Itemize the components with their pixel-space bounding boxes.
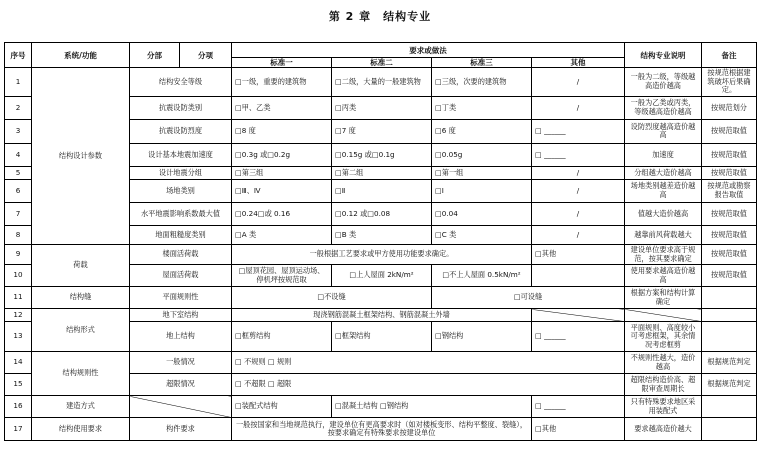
header-other: 其他: [532, 58, 625, 68]
part-label: 平面规则性: [130, 287, 232, 309]
desc-text: 分组越大造价越高: [625, 166, 702, 179]
std23-option: □混凝土结构 □钢结构: [332, 396, 532, 418]
header-part: 分部: [130, 43, 180, 68]
group-load: 荷载: [32, 244, 130, 286]
std1-option: □屋顶花园、屋顶运动场、停机坪按规范取: [232, 265, 332, 287]
note-text: 按规范取值: [702, 166, 757, 179]
limit-option: □ 不超限 □ 超限: [232, 374, 625, 396]
desc-text: 越靠前风荷载越大: [625, 225, 702, 244]
note-text: 按规范或勘察报告取值: [702, 179, 757, 202]
note-text: 按规范取值: [702, 202, 757, 225]
row-number: 6: [5, 179, 32, 202]
other-option: /: [532, 96, 625, 119]
header-item: 分项: [180, 43, 232, 68]
std3-option: □0.05g: [432, 143, 532, 166]
row-number: 16: [5, 396, 32, 418]
table-row: [5, 244, 757, 264]
other-option: □ ______: [532, 119, 625, 143]
note-text: 根据规范判定: [702, 352, 757, 374]
other-option: □ ______: [532, 322, 625, 352]
other-option: □其他: [532, 418, 625, 441]
std2-option: □7 度: [332, 119, 432, 143]
desc-text: 根据方案和结构计算确定: [625, 287, 702, 309]
note-text: 根据规范判定: [702, 374, 757, 396]
part-label: 设计基本地震加速度: [130, 143, 232, 166]
row-number: 5: [5, 166, 32, 179]
std1-option: □0.24□或 0.16: [232, 202, 332, 225]
table-row: [5, 418, 757, 441]
desc-text: 使用要求越高造价越高: [625, 265, 702, 287]
group-build: 建造方式: [32, 396, 130, 418]
other-option: □其他: [532, 244, 625, 264]
std3-option: □三级，次要的建筑物: [432, 68, 532, 97]
table-row: [5, 352, 757, 374]
desc-text: 一般为乙类或丙类，等级越高造价越高: [625, 96, 702, 119]
std2-option: □第二组: [332, 166, 432, 179]
spec-table: [4, 42, 757, 441]
desc-text: 加速度: [625, 143, 702, 166]
desc-text: 要求越高造价越大: [625, 418, 702, 441]
header-system: 系统/功能: [32, 43, 130, 68]
desc-text: 值越大造价越高: [625, 202, 702, 225]
regularity-option: □ 不规则 □ 规则: [232, 352, 625, 374]
std1-option: □第三组: [232, 166, 332, 179]
slash-cell: [625, 309, 702, 322]
part-label: 设计地震分组: [130, 166, 232, 179]
std1-option: □一级，重要的建筑物: [232, 68, 332, 97]
row-number: 4: [5, 143, 32, 166]
row-number: 12: [5, 309, 32, 322]
std2-option: □Ⅱ: [332, 179, 432, 202]
header-std1: 标准一: [232, 58, 332, 68]
note-text: 按规范取值: [702, 143, 757, 166]
header-std2: 标准二: [332, 58, 432, 68]
part-label: 楼面活荷载: [130, 244, 232, 264]
row-number: 13: [5, 322, 32, 352]
row-number: 8: [5, 225, 32, 244]
group-joint: 结构缝: [32, 287, 130, 309]
part-label: 水平地震影响系数最大值: [130, 202, 232, 225]
no-joint-option: □不设缝: [232, 287, 432, 309]
header-requirement: 要求或做法: [232, 43, 625, 58]
part-label: 地下室结构: [130, 309, 232, 322]
part-label: 屋面活荷载: [130, 265, 232, 287]
row-number: 17: [5, 418, 32, 441]
slash-cell: [130, 396, 232, 418]
other-option: /: [532, 166, 625, 179]
header-seq: 序号: [5, 43, 32, 68]
row-number: 7: [5, 202, 32, 225]
std3-option: □不上人屋面 0.5kN/m²: [432, 265, 532, 287]
slash-cell: [532, 309, 625, 322]
part-label: 地上结构: [130, 322, 232, 352]
table-row: [5, 287, 757, 309]
std3-option: □0.04: [432, 202, 532, 225]
desc-text: 一般为二级，等级越高造价越高: [625, 68, 702, 97]
std2-option: □框架结构: [332, 322, 432, 352]
desc-text: 平面规则、高度较小可考虑框架，其余情况考虑框剪: [625, 322, 702, 352]
other-option: /: [532, 179, 625, 202]
header-note: 备注: [702, 43, 757, 68]
desc-text: 只有特殊要求地区采用装配式: [625, 396, 702, 418]
std2-option: □上人屋面 2kN/m²: [332, 265, 432, 287]
desc-text: 设防烈度越高造价越高: [625, 119, 702, 143]
part-label: 超限情况: [130, 374, 232, 396]
note-text: [702, 396, 757, 418]
note-text: [702, 322, 757, 352]
note-text: [702, 287, 757, 309]
note-text: 按规范划分: [702, 96, 757, 119]
other-option: [532, 265, 625, 287]
table-row: [5, 309, 757, 322]
part-label: 地面粗糙度类别: [130, 225, 232, 244]
other-option: /: [532, 202, 625, 225]
table-row: [5, 68, 757, 97]
row-number: 11: [5, 287, 32, 309]
part-label: 构件要求: [130, 418, 232, 441]
note-text: 按规范取值: [702, 265, 757, 287]
std1-option: □0.3g 或□0.2g: [232, 143, 332, 166]
table-row: [5, 396, 757, 418]
note-text: [702, 418, 757, 441]
group-form: 结构形式: [32, 309, 130, 352]
part-label: 抗震设防类别: [130, 96, 232, 119]
row-number: 14: [5, 352, 32, 374]
merged-requirement: 一般根据工艺要求或甲方使用功能要求确定。: [232, 244, 532, 264]
page-title: 第 2 章 结构专业: [328, 10, 432, 23]
std1-option: □框剪结构: [232, 322, 332, 352]
row-number: 10: [5, 265, 32, 287]
part-label: 结构安全等级: [130, 68, 232, 97]
note-text: 按规范取值: [702, 225, 757, 244]
std3-option: □钢结构: [432, 322, 532, 352]
std3-option: □6 度: [432, 119, 532, 143]
note-text: 按规范根据建筑破坏后果确定。: [702, 68, 757, 97]
std2-option: □0.15g 或□0.1g: [332, 143, 432, 166]
row-number: 3: [5, 119, 32, 143]
std1-option: □8 度: [232, 119, 332, 143]
std3-option: □Ⅰ: [432, 179, 532, 202]
group-design-params: 结构设计参数: [32, 68, 130, 245]
std2-option: □丙类: [332, 96, 432, 119]
other-option: □ ______: [532, 396, 625, 418]
note-text: 按规范取值: [702, 244, 757, 264]
header-desc: 结构专业说明: [625, 43, 702, 68]
note-text: 按规范取值: [702, 119, 757, 143]
row-number: 15: [5, 374, 32, 396]
part-label: 一般情况: [130, 352, 232, 374]
desc-text: 超限结构造价高、超限审查周期长: [625, 374, 702, 396]
std1-option: □Ⅲ、Ⅳ: [232, 179, 332, 202]
part-label: 抗震设防烈度: [130, 119, 232, 143]
row-number: 9: [5, 244, 32, 264]
row-number: 2: [5, 96, 32, 119]
group-usage: 结构使用要求: [32, 418, 130, 441]
std1-option: □A 类: [232, 225, 332, 244]
row-number: 1: [5, 68, 32, 97]
std1-option: □甲、乙类: [232, 96, 332, 119]
std2-option: □B 类: [332, 225, 432, 244]
note-text: [702, 309, 757, 322]
merged-requirement: 现浇钢筋混凝土框架结构、钢筋混凝土外墙: [232, 309, 532, 322]
std2-option: □二级，大量的一般建筑物: [332, 68, 432, 97]
joint-option: □可设缝: [432, 287, 625, 309]
std1-option: □装配式结构: [232, 396, 332, 418]
std3-option: □C 类: [432, 225, 532, 244]
part-label: 场地类别: [130, 179, 232, 202]
other-option: /: [532, 68, 625, 97]
merged-requirement: 一般按国家和当地规范执行，建设单位有更高要求时（如对楼板变形、结构平整度、裂缝），按要求确定有特殊要求按建设单位: [232, 418, 532, 441]
std3-option: □丁类: [432, 96, 532, 119]
other-option: /: [532, 225, 625, 244]
std2-option: □0.12 或□0.08: [332, 202, 432, 225]
header-std3: 标准三: [432, 58, 532, 68]
desc-text: 建设单位要求高于规范，按其要求确定: [625, 244, 702, 264]
group-regularity: 结构规则性: [32, 352, 130, 396]
other-option: □ ______: [532, 143, 625, 166]
std3-option: □第一组: [432, 166, 532, 179]
desc-text: 场地类别越差造价越高: [625, 179, 702, 202]
desc-text: 不规则性越大，造价越高: [625, 352, 702, 374]
